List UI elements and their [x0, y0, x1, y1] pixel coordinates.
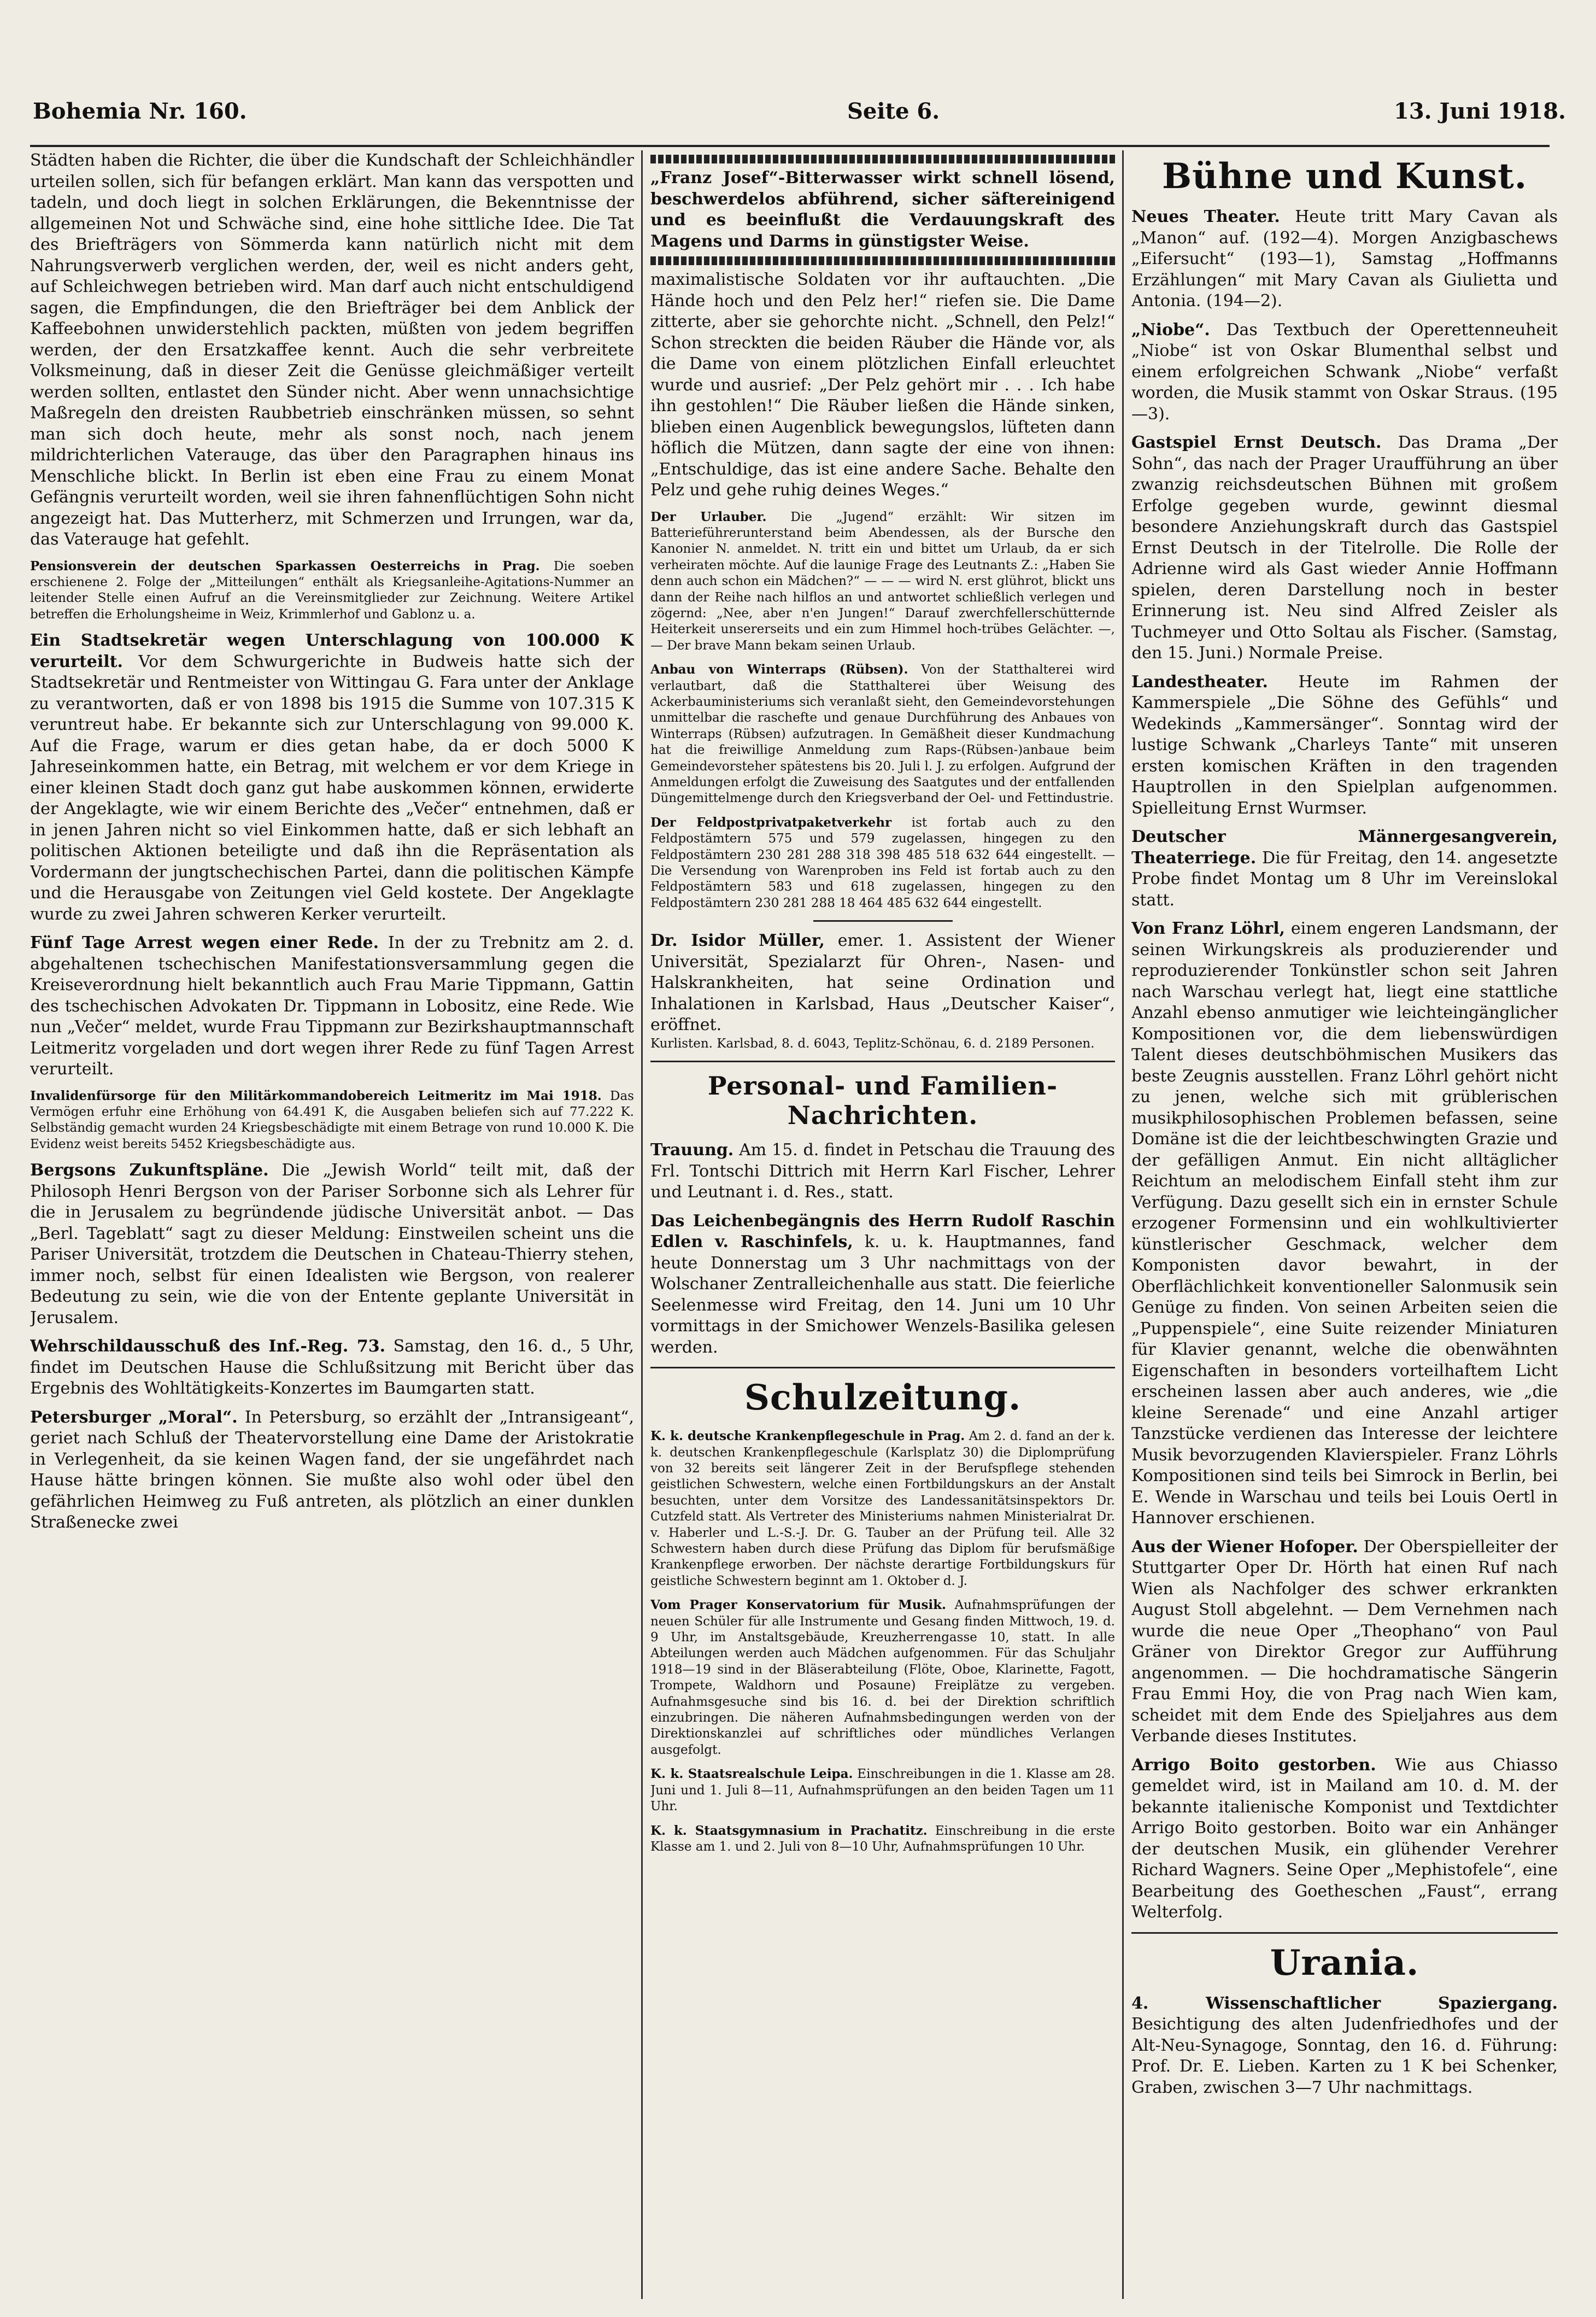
article-text	[650, 1211, 1115, 1359]
article-headline: „Niobe“.	[1131, 320, 1210, 340]
section-title-schulzeitung: Schulzeitung.	[744, 1377, 1022, 1419]
article-text	[650, 1140, 1115, 1203]
article-text	[30, 933, 634, 1080]
article-text	[1131, 672, 1558, 820]
article	[30, 150, 634, 551]
article-headline: Arrigo Boito gestorben.	[1131, 1755, 1376, 1775]
article	[1131, 320, 1558, 425]
article-body: Die „Jewish World“ teilt mit, daß der Philosoph Henri Bergson von der Pariser Sorbonne sich als Lehrer für die in Jerusalem zu begründende jüdische Universität anbot. — Das „Berl. Tageblatt“ sagt zu dieser Meldung: Einstweilen scheint uns die Pariser Universität, trotzdem die Deutschen in Chateau-Thierry stehen, immer noch, selbst für einen Idealisten wie Bergson, von realerer Bedeutung zu sein, wie die von der Entente geplante Universität in Jerusalem.	[30, 1161, 634, 1327]
article	[30, 630, 634, 925]
article-headline: Gastspiel Ernst Deutsch.	[1131, 433, 1382, 452]
article-text	[650, 662, 1115, 807]
article-headline: Neues Theater.	[1131, 207, 1280, 226]
article	[1131, 1755, 1558, 1923]
article	[650, 1823, 1115, 1856]
article	[1131, 1993, 1558, 2099]
article-body: Das Vermögen erfuhr eine Erhöhung von 64.491 K, die Ausgaben beliefen sich auf 77.222 K. Selbständig gemacht wurden 24 Kriegsbeschädigte mit einem Betrage von rund 10.000 K. Die Evidenz weist bereits 5452 Kriegsbeschädigte aus.	[30, 1089, 634, 1151]
article-headline: 4. Wissenschaftlicher Spaziergang.	[1131, 1993, 1558, 2013]
article-headline: Pensionsverein der deutschen Sparkassen Oesterreichs in Prag.	[30, 558, 540, 574]
article-headline: Der Feldpostprivatpaketverkehr	[650, 815, 892, 830]
separator	[1131, 1932, 1558, 1934]
article-text	[30, 558, 634, 623]
article-body: k. u. k. Hauptmannes, fand heute Donnerstag um 3 Uhr nachmittags von der Wolschaner Zentralleichenhalle aus statt. Die feierliche Seelenmesse wird Freitag, den 14. Juni um 10 Uhr vormittags in der Smichower Wenzels-Basilika gelesen werden.	[650, 1232, 1115, 1357]
ornamental-rule	[650, 155, 1115, 163]
article-headline: K. k. Staatsgymnasium in Prachatitz.	[650, 1823, 928, 1838]
article-headline: K. k. deutsche Krankenpflegeschule in Prag.	[650, 1429, 965, 1444]
article-body: Einschreibung in die erste Klasse am 1. und 2. Juli von 8—10 Uhr, Aufnahmsprüfungen 10 Uhr.	[650, 1823, 1115, 1854]
article-text	[30, 1407, 634, 1534]
article	[650, 815, 1115, 911]
article	[30, 1336, 634, 1400]
article-text	[30, 1088, 634, 1153]
section-title-buehne: Bühne und Kunst.	[1162, 156, 1527, 197]
article	[650, 270, 1115, 501]
article-text	[650, 1766, 1115, 1815]
article-headline: Anbau von Winterraps (Rübsen).	[650, 662, 908, 677]
article-body: Am 15. d. findet in Petschau die Trauung des Frl. Tontschi Dittrich mit Herrn Karl Fischer, Lehrer und Leutnant i. d. Res., statt.	[650, 1140, 1115, 1202]
article-headline: Ein Stadtsekretär wegen Unterschlagung von 100.000 K verurteilt.	[30, 631, 634, 671]
article-body: Der Oberspielleiter der Stuttgarter Oper Dr. Hörth hat einen Ruf nach Wien als Nachfolger des schwer erkrankten August Stoll abgelehnt. — Dem Vernehmen nach wurde die neue Oper „Theophano“ von Paul Gräner von Direktor Gregor zur Aufführung angenommen. — Die hochdramatische Sängerin Frau Emmi Hoy, die von Prag nach Wien kam, scheidet mit dem Ende des Spieljahres aus dem Verbande dieses Institutes.	[1131, 1537, 1558, 1746]
article-text	[650, 1597, 1115, 1758]
advertisement-bitterwasser: „Franz Josef“-Bitterwasser wirkt schnell lösend, beschwerdelos abführend, sicher säftereinigend und es beeinflußt die Verdauungskraft des Magens und Darms in günstigster Weise.	[650, 168, 1115, 251]
issue-date: 13. Juni 1918.	[1394, 98, 1566, 124]
article	[30, 1088, 634, 1153]
article-body: Wie aus Chiasso gemeldet wird, ist in Mailand am 10. d. M. der bekannte italienische Komponist und Textdichter Arrigo Boito gestorben. Boito war ein Anhänger der deutschen Musik, ein glühender Verehrer Richard Wagners. Seine Oper „Mephistofele“, eine Bearbeitung des Goetheschen „Faust“, errang Welterfolg.	[1131, 1755, 1558, 1922]
article-headline: Der Urlauber.	[650, 509, 767, 524]
article-headline: Deutscher Männergesangverein, Theaterriege.	[1131, 827, 1558, 868]
article-body: Das Textbuch der Operettenneuheit „Niobe“ ist von Oskar Blumenthal selbst und einem erfolgreichen Schwank „Niobe“ verfaßt worden, die Musik stammt von Oskar Straus. (195—3).	[1131, 320, 1558, 424]
article-body: Samstag, den 16. d., 5 Uhr, findet im Deutschen Hause die Schlußsitzung mit Bericht über das Ergebnis des Wohltätigkeits-Konzertes im Baumgarten statt.	[30, 1337, 634, 1399]
article	[30, 933, 634, 1080]
separator	[650, 1061, 1115, 1062]
article-body: Einschreibungen in die 1. Klasse am 28. Juni und 1. Juli 8—11, Aufnahmsprüfungen an den beiden Tagen um 11 Uhr.	[650, 1767, 1115, 1814]
column-rule	[641, 150, 643, 2299]
article-text	[1131, 1537, 1558, 1747]
article-headline: Trauung.	[650, 1140, 734, 1160]
article-text	[30, 1336, 634, 1400]
article-headline: Das Leichenbegängnis des Herrn Rudolf Raschin Edlen v. Raschinfels,	[650, 1211, 1115, 1252]
article-text	[1131, 918, 1558, 1529]
article-text	[1131, 1993, 1558, 2099]
article-body: In der zu Trebnitz am 2. d. abgehaltenen tschechischen Manifestationsversammlung gegen die Kreiseverordnung hielt bekanntlich auch Frau Marie Tippmann, Gattin des tschechischen Advokaten Dr. Tippmann in Lobositz, eine Rede. Wie nun „Večer“ meldet, wurde Frau Tippmann zur Bezirkshauptmannschaft Leitmeritz vorgeladen und dort wegen ihrer Rede zu fünf Tagen Arrest verurteilt.	[30, 933, 634, 1079]
article	[1131, 918, 1558, 1529]
article-body: Heute tritt Mary Cavan als „Manon“ auf. (192—4). Morgen Anzigbaschews „Eifersucht“ (193—1), Samstag „Hoffmanns Erzählungen“ mit Mary Cavan als Giulietta und Antonia. (194—2).	[1131, 207, 1558, 311]
article	[650, 509, 1115, 654]
article	[30, 558, 634, 623]
article-body: Die soeben erschienene 2. Folge der „Mitteilungen“ enthält als Kriegsanleihe-Agitations-Nummer an leitender Stelle einen Aufruf an die Vereinsmitglieder zur Zeichnung. Weitere Artikel betreffen die Erholungsheime in Weiz, Krimmlerhof und Gablonz u. a.	[30, 559, 634, 622]
article-headline: Von Franz Löhrl,	[1131, 919, 1286, 938]
ornamental-rule	[650, 256, 1115, 265]
article	[30, 1407, 634, 1534]
article-text	[650, 270, 1115, 501]
article-text	[650, 509, 1115, 654]
article-headline: Bergsons Zukunftspläne.	[30, 1161, 269, 1180]
article-headline: Aus der Wiener Hofoper.	[1131, 1537, 1358, 1557]
article	[1131, 827, 1558, 911]
column-2	[650, 150, 1115, 2302]
section-title-personal: Personal- und Familien-Nachrichten.	[707, 1071, 1058, 1131]
article-text	[650, 1428, 1115, 1589]
article-body: ist fortab auch zu den Feldpostämtern 575 und 579 zugelassen, hingegen zu den Feldpostämtern 230 281 288 318 398 485 518 632 644 eingestellt. — Die Versendung von Warenproben ins Feld ist fortab auch zu den Feldpostämtern 583 und 618 zugelassen, hingegen zu den Feldpostämtern 230 281 288 18 464 485 632 644 eingestellt.	[650, 815, 1115, 910]
header-rule	[30, 145, 1550, 147]
article-body: Am 2. d. fand an der k. k. deutschen Krankenpflegeschule (Karlsplatz 30) die Diplomprüfung von 32 bereits seit längerer Zeit in der Berufspflege stehenden geistlichen Schwestern, welche einen Fortbildungskurs an der Anstalt besuchten, unter dem Vorsitze des Landessanitätsinspektors Dr. Cutzfeld statt. Als Vertreter des Ministeriums nahmen Ministerialrat Dr. v. Haberler und L.-S.-J. Dr. G. Tauber an der Prüfung teil. Alle 32 Schwestern haben durch diese Prüfung das Diplom für berufsmäßige Krankenpflege erworben. Der nächste derartige Fortbildungskurs für geistliche Schwestern beginnt am 1. Oktober d. J.	[650, 1429, 1115, 1588]
article-headline: Wehrschildausschuß des Inf.-Reg. 73.	[30, 1337, 386, 1356]
article-headline: Petersburger „Moral“.	[30, 1407, 238, 1427]
article-text	[1131, 320, 1558, 425]
column-3	[1131, 150, 1558, 2302]
ad-body: emer. 1. Assistent der Wiener Universität, Spezialarzt für Ohren-, Nasen- und Halskrankheiten, hat seine Ordination und Inhalationen in Karlsbad, Haus „Deutscher Kaiser“, eröffnet.	[650, 931, 1115, 1035]
article-text	[650, 1823, 1115, 1856]
article-body: In Petersburg, so erzählt der „Intransigeant“, geriet nach Schluß der Theatervorstellung eine Dame der Aristokratie in Verlegenheit, da sie keinen Wagen fand, der sie ungefährdet nach Hause hätte bringen können. Sie mußte also wohl oder übel den gefährlichen Heimweg zu Fuß antreten, als plötzlich an einer dunklen Straßenecke zwei	[30, 1407, 634, 1532]
article	[650, 1766, 1115, 1815]
article	[30, 1160, 634, 1329]
article-body: Die für Freitag, den 14. angesetzte Probe findet Montag um 8 Uhr im Vereinslokal statt.	[1131, 848, 1558, 910]
article-text	[30, 630, 634, 925]
column-1	[30, 150, 634, 2302]
article-body: Aufnahmsprüfungen der neuen Schüler für alle Instrumente und Gesang finden Mittwoch, 19. d. 9 Uhr, im Anstaltsgebäude, Kreuzherrengasse 10, statt. In alle Abteilungen werden auch Mädchen aufgenommen. Für das Schuljahr 1918—19 sind in der Bläserabteilung (Flöte, Oboe, Klarinette, Fagott, Trompete, Waldhorn und Posaune) Freiplätze zu vergeben. Aufnahmsgesuche sind bis 16. d. bei der Direktion schriftlich einzubringen. Die näheren Aufnahmsbedingungen werden von der Direktionskanzlei auf schriftliches oder mündliches Verlangen ausgefolgt.	[650, 1598, 1115, 1757]
article-headline: Fünf Tage Arrest wegen einer Rede.	[30, 933, 379, 953]
article-body: Vor dem Schwurgerichte in Budweis hatte sich der Stadtsekretär und Rentmeister von Wittingau G. Fara unter der Anklage zu verantworten, daß er von 1898 bis 1915 die Summe von 107.315 K veruntreut habe. Er bekannte sich zur Unterschlagung von 99.000 K. Auf die Frage, warum er dies getan habe, da er doch 5000 K Jahreseinkommen hatte, ein Betrag, mit welchem er vor dem Kriege in einer kleinen Stadt doch ganz gut habe auskommen können, erwiderte der Angeklagte, wie wir einem Berichte des „Večer“ entnehmen, daß er in jenen Jahren nicht so viel Einkommen hatte, daß er sich lebhaft an politischen Aktionen beteiligte und daß ihn die Repräsentation als Vordermann der jungtschechischen Partei, dann die politischen Kämpfe und die Herausgabe von Zeitungen viel Geld kostete. Der Angeklagte wurde zu zwei Jahren schweren Kerker verurteilt.	[30, 652, 634, 924]
newspaper-name-issue: Bohemia Nr. 160.	[33, 98, 247, 124]
article-body: Städten haben die Richter, die über die Kundschaft der Schleichhändler urteilen sollen, sich für befangen erklärt. Man kann das verspotten und tadeln, und doch liegt in solchen Erklärungen, die Bekenntnisse der allgemeinen Not und Schwäche sind, eine hohe sittliche Idee. Die Tat des Briefträgers von Sömmerda kann natürlich nicht mit dem Nahrungsverwerb verglichen werden, der, weil es nicht anders geht, auf Schleichwegen betrieben wird. Man darf auch nicht entschuldigend sagen, die Empfindungen, die den Briefträger bei dem Anblick der Kaffeebohnen unwiderstehlich packten, müßten von jedem begriffen werden, der den Ersatzkaffee kennt. Auch die sehr verbreitete Volksmeinung, daß in dieser Zeit die Genüsse gleichmäßiger verteilt werden sollten, entlastet den Sünder nicht. Aber wenn unnachsichtige Maßregeln den dreisten Raubbetrieb einschränken müssen, so sehnt man sich doch heute, mehr als sonst noch, nach jenem mildrichterlichen Vaterauge, das über den Paragraphen hinaus ins Menschliche blickt. In Berlin ist eben eine Frau zu einem Monat Gefängnis verurteilt worden, weil sie ihren fahnenflüchtigen Sohn nicht angezeigt hat. Das Mutterherz, mit Schmerzen und Irrungen, war da, das Vaterauge hat gefehlt.	[30, 151, 634, 549]
article	[650, 1597, 1115, 1758]
article-text	[1131, 432, 1558, 664]
article	[650, 1140, 1115, 1203]
article	[650, 1211, 1115, 1359]
article	[1131, 432, 1558, 664]
separator	[650, 1367, 1115, 1368]
article-headline: Invalidenfürsorge für den Militärkommandobereich Leitmeritz im Mai 1918.	[30, 1088, 602, 1103]
page-header	[0, 82, 1596, 142]
article	[1131, 672, 1558, 820]
article-body: Von der Statthalterei wird verlautbart, daß die Statthalterei über Weisung des Ackerbauministeriums sich veranlaßt sieht, den Gemeindevorstehungen unmittelbar die raschefte und genaue Durchführung des Anbaues von Winterraps (Rübsen) aufzutragen. In Gemäßheit dieser Kundmachung hat die freiwillige Anmeldung zum Raps-(Rübsen-)anbaue beim Gemeindevorsteher spätestens bis 20. Juli l. J. zu erfolgen. Aufgrund der Anmeldungen erfolgt die Zuweisung des Saatgutes und der entfallenden Düngemittelmenge durch den Kriegsverband der Oel- und Fettindustrie.	[650, 663, 1115, 806]
ad-lead: Dr. Isidor Müller,	[650, 931, 825, 951]
article-body: Heute im Rahmen der Kammerspiele „Die Söhne des Gefühls“ und Wedekinds „Kammersänger“. Sonntag wird der lustige Schwank „Charleys Tante“ mit unseren ersten komischen Kräften in den tragenden Hauptrollen in den Spielplan aufgenommen. Spielleitung Ernst Wurmser.	[1131, 672, 1558, 818]
page-number: Seite 6.	[847, 98, 940, 124]
article-text	[1131, 1755, 1558, 1923]
separator	[813, 920, 953, 922]
article-body: einem engeren Landsmann, der seinen Wirkungskreis als produzierender und reproduzierender Tonkünstler schon seit Jahren nach Warschau verlegt hat, liegt eine stattliche Anzahl ebenso anmutiger wie leichteingänglicher Kompositionen vor, die dem liebenswürdigen Talent dieses deutschböhmischen Musikers das beste Zeugnis ausstellen. Franz Löhrl gehört nicht zu jenen, welche sich mit grüblerischen musikphilosophischen Problemen befassen, seine Domäne ist die der leichtbeschwingten Grazie und der gefälligen Anmut. Ein nicht alltäglicher Reichtum an melodischem Einfall steht ihm zur Verfügung. Dazu gesellt sich ein in ernster Schule erzogener Formensinn und ein wohlkultivierter künstlerischer Geschmack, welcher dem Komponisten davor bewahrt, in der Oberflächlichkeit konventioneller Salonmusik sein Genüge zu finden. Von seinen Arbeiten seien die „Puppenspiele“, eine Suite reizender Miniaturen für Klavier genannt, welche die obenwähnten Eigenschaften in besonders vorteilhaftem Licht erscheinen lassen aber auch anderes, wie „die kleine Serenade“ und eine Anzahl artiger Tanzstücke verdienen das Interesse der leichtere Musik bevorzugenden Klavierspieler. Franz Löhrls Kompositionen sind teils bei Simrock in Berlin, bei E. Wende in Warschau und teils bei Louis Oertl in Hannover erschienen.	[1131, 919, 1558, 1528]
column-rule	[1122, 150, 1124, 2299]
article-text	[650, 815, 1115, 911]
ad-note: Kurlisten. Karlsbad, 8. d. 6043, Teplitz-Schönau, 6. d. 2189 Personen.	[650, 1036, 1095, 1051]
article-headline: Landestheater.	[1131, 672, 1268, 692]
article	[650, 662, 1115, 807]
article-text	[1131, 207, 1558, 312]
article	[1131, 1537, 1558, 1747]
article-text	[30, 1160, 634, 1329]
article-text	[30, 150, 634, 551]
article-headline: K. k. Staatsrealschule Leipa.	[650, 1766, 853, 1782]
article-body: maximalistische Soldaten vor ihr auftauchten. „Die Hände hoch und den Pelz her!“ riefen sie. Die Dame zitterte, aber sie gehorchte nicht. „Schnell, den Pelz!“ Schon streckten die beiden Räuber die Hände vor, als die Dame von einem plötzlichen Einfall erleuchtet wurde und ausrief: „Der Pelz gehört mir . . . Ich habe ihn gestohlen!“ Die Räuber ließen die Hände sinken, blieben einen Augenblick bewegungslos, lüfteten dann höflich die Mützen, dann sagte der eine von ihnen: „Entschuldige, das ist eine andere Sache. Behalte den Pelz und gehe ruhig deines Weges.“	[650, 270, 1115, 500]
advertisement-dr-mueller	[650, 931, 1115, 1052]
article-text	[1131, 827, 1558, 911]
article	[1131, 207, 1558, 312]
article	[650, 1428, 1115, 1589]
article-headline: Vom Prager Konservatorium für Musik.	[650, 1598, 947, 1613]
section-title-urania: Urania.	[1270, 1942, 1419, 1984]
article-body: Die „Jugend“ erzählt: Wir sitzen im Batterieführerunterstand beim Abendessen, als der Bursche den Kanonier N. anmeldet. N. tritt ein und bittet um Urlaub, da er sich verheiraten möchte. Auf die launige Frage des Leutnants Z.: „Haben Sie denn auch schon ein Mädchen?“ — — — wird N. erst glührot, blickt uns dann der Reihe nach hilflos an und antwortet schließlich verlegen und zögernd: „Nee, aber n'en Jungen!“ Darauf zwerchfellerschütternde Heiterkeit unsererseits und ein zum Himmel hoch-trübes Gelächter. —,— Der brave Mann bekam seinen Urlaub.	[650, 510, 1115, 653]
article-body: Besichtigung des alten Judenfriedhofes und der Alt-Neu-Synagoge, Sonntag, den 16. d. Führung: Prof. Dr. E. Lieben. Karten zu 1 K bei Schenker, Graben, zwischen 3—7 Uhr nachmittags.	[1131, 2015, 1558, 2097]
article-body: Das Drama „Der Sohn“, das nach der Prager Uraufführung an über zwanzig reichsdeutschen Bühnen mit großem Erfolge gegeben wurde, gewinnt diesmal besondere Anziehungskraft durch das Gastspiel Ernst Deutsch in der Titelrolle. Die Rolle der Adrienne wird als Gast wieder Annie Hoffmann spielen, deren Darstellung noch in bester Erinnerung ist. Neu sind Alfred Zeisler als Tuchmeyer und Otto Soltau als Fischer. (Samstag, den 15. Juni.) Normale Preise.	[1131, 433, 1558, 663]
